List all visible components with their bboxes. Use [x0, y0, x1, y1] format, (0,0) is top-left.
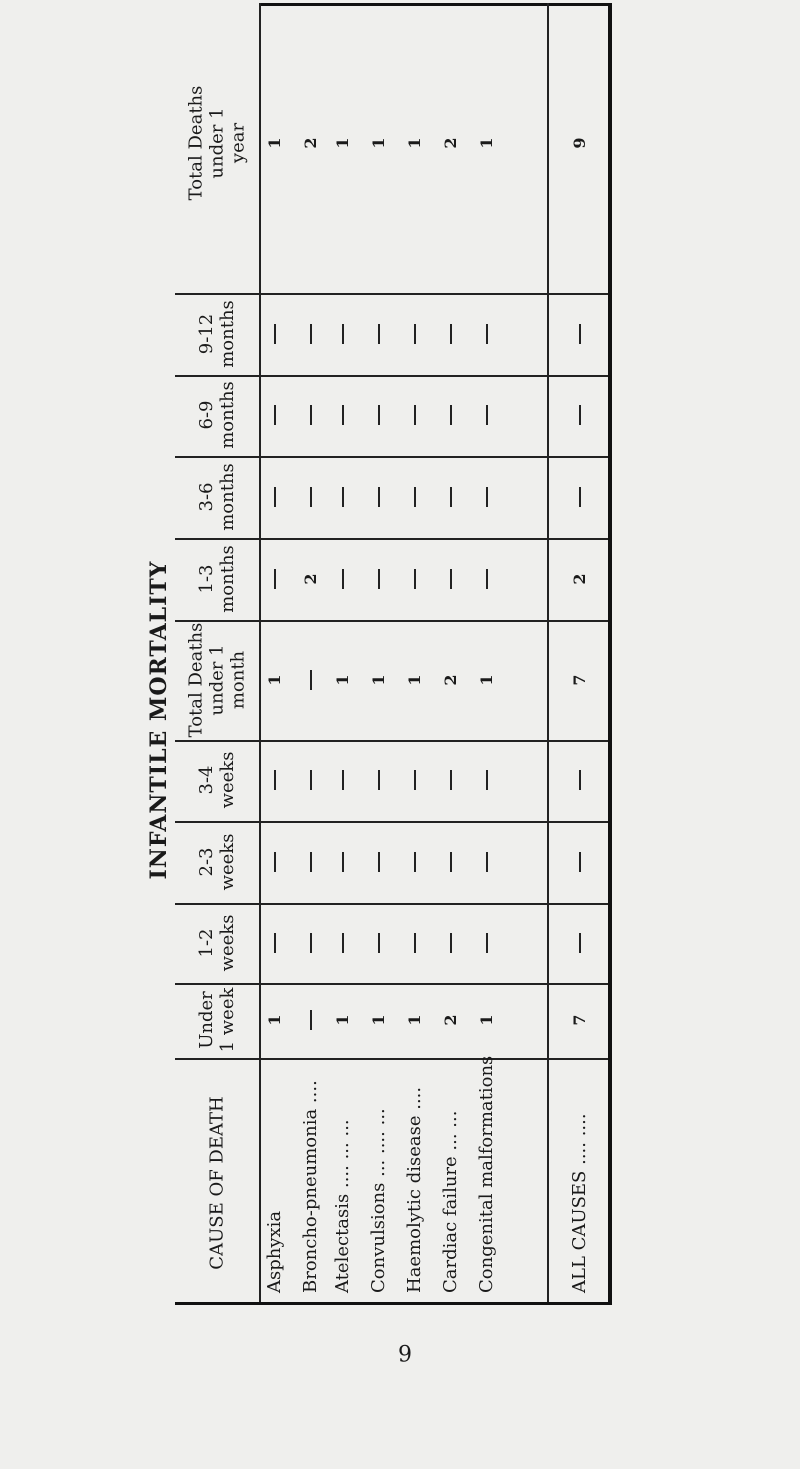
empty-cell-dash [342, 770, 344, 790]
empty-cell-dash [450, 770, 452, 790]
total-value: 7 [570, 674, 589, 686]
column-divider [175, 293, 608, 295]
empty-cell-dash [486, 324, 488, 344]
empty-cell-dash [414, 852, 416, 872]
table-cell: 2 [441, 137, 460, 149]
cause-label: Asphyxia [264, 1210, 285, 1293]
table-cell: 1 [405, 1014, 424, 1026]
cause-label: Atelectasis .... ... ... [332, 1119, 353, 1293]
cause-label: Congenital malformations [476, 1055, 497, 1293]
table-cell: 1 [333, 674, 352, 686]
table-cell: 1 [265, 137, 284, 149]
empty-cell-dash [486, 852, 488, 872]
column-header: Total Deaths under 1 month [185, 622, 249, 738]
total-value: 2 [570, 573, 589, 585]
table-top-border [259, 3, 608, 6]
empty-cell-dash [310, 770, 312, 790]
page-title: INFANTILE MORTALITY [146, 560, 172, 880]
empty-cell-dash [450, 324, 452, 344]
empty-cell-dash [342, 405, 344, 425]
table-cell: 1 [265, 674, 284, 686]
total-row-label: ALL CAUSES .... .... [569, 1113, 590, 1293]
empty-cell-dash [486, 770, 488, 790]
column-divider [175, 375, 608, 377]
table-cell: 1 [477, 137, 496, 149]
column-header: 1-2 weeks [196, 914, 238, 972]
column-header: Under 1 week [196, 987, 238, 1053]
empty-cell-dash [274, 569, 276, 589]
table-cell: 1 [369, 1014, 388, 1026]
empty-cell-dash [414, 933, 416, 953]
cause-label: Cardiac failure ... ... [440, 1110, 461, 1293]
empty-cell-dash [310, 487, 312, 507]
column-divider [175, 740, 608, 742]
total-value: 9 [570, 137, 589, 149]
empty-cell-dash [378, 933, 380, 953]
empty-cell-dash [414, 569, 416, 589]
table-cell: 1 [369, 674, 388, 686]
column-divider [175, 903, 608, 905]
empty-cell-dash [342, 569, 344, 589]
empty-cell-dash [414, 770, 416, 790]
column-header: CAUSE OF DEATH [206, 1096, 228, 1270]
table-cell: 1 [405, 674, 424, 686]
column-header: 3-4 weeks [196, 751, 238, 809]
column-header: 1-3 months [196, 545, 238, 613]
table-cell: 2 [301, 137, 320, 149]
cause-label: Broncho-pneumonia .... [300, 1080, 321, 1293]
table-cell: 2 [441, 1014, 460, 1026]
column-header: Total Deaths under 1 year [185, 85, 249, 201]
empty-cell-dash [310, 933, 312, 953]
empty-cell-dash [342, 852, 344, 872]
column-header: 9-12 months [196, 300, 238, 368]
empty-cell-dash [274, 405, 276, 425]
empty-cell-dash [378, 405, 380, 425]
empty-cell-dash [378, 324, 380, 344]
cause-label: Convulsions ... .... ... [368, 1108, 389, 1293]
empty-cell-dash [414, 405, 416, 425]
empty-cell-dash [414, 487, 416, 507]
column-divider [175, 1058, 608, 1060]
table-cell: 2 [301, 573, 320, 585]
column-header: 2-3 weeks [196, 833, 238, 891]
empty-cell-dash [274, 487, 276, 507]
empty-cell-dash [378, 852, 380, 872]
table-cell: 1 [265, 1014, 284, 1026]
empty-cell-dash [274, 770, 276, 790]
empty-cell-dash [274, 324, 276, 344]
empty-cell-dash [342, 324, 344, 344]
column-divider [175, 983, 608, 985]
empty-cell-dash [450, 569, 452, 589]
total-value: 7 [570, 1014, 589, 1026]
empty-cell-dash [579, 405, 581, 425]
empty-cell-dash [414, 324, 416, 344]
empty-cell-dash [342, 933, 344, 953]
page-number: 9 [398, 1342, 412, 1368]
empty-cell-dash [450, 405, 452, 425]
empty-cell-dash [579, 487, 581, 507]
column-header: 3-6 months [196, 463, 238, 531]
empty-cell-dash [310, 1010, 312, 1030]
table-cell: 1 [405, 137, 424, 149]
empty-cell-dash [310, 324, 312, 344]
header-divider [259, 3, 261, 1302]
table-cell: 1 [477, 674, 496, 686]
empty-cell-dash [486, 933, 488, 953]
empty-cell-dash [579, 852, 581, 872]
empty-cell-dash [310, 405, 312, 425]
total-row-divider [547, 3, 549, 1302]
empty-cell-dash [274, 852, 276, 872]
table-cell: 1 [369, 137, 388, 149]
cause-label: Haemolytic disease .... [404, 1086, 425, 1293]
empty-cell-dash [450, 933, 452, 953]
empty-cell-dash [579, 324, 581, 344]
table-cell: 1 [333, 1014, 352, 1026]
empty-cell-dash [378, 487, 380, 507]
empty-cell-dash [450, 487, 452, 507]
empty-cell-dash [579, 933, 581, 953]
empty-cell-dash [342, 487, 344, 507]
table-cell: 1 [477, 1014, 496, 1026]
column-divider [175, 821, 608, 823]
empty-cell-dash [450, 852, 452, 872]
column-divider [175, 456, 608, 458]
empty-cell-dash [486, 569, 488, 589]
table-cell: 1 [333, 137, 352, 149]
column-header: 6-9 months [196, 381, 238, 449]
empty-cell-dash [274, 933, 276, 953]
column-divider [175, 538, 608, 540]
empty-cell-dash [486, 405, 488, 425]
empty-cell-dash [378, 770, 380, 790]
empty-cell-dash [310, 670, 312, 690]
empty-cell-dash [486, 487, 488, 507]
empty-cell-dash [378, 569, 380, 589]
empty-cell-dash [579, 770, 581, 790]
mortality-table [175, 3, 612, 1305]
table-cell: 2 [441, 674, 460, 686]
empty-cell-dash [310, 852, 312, 872]
